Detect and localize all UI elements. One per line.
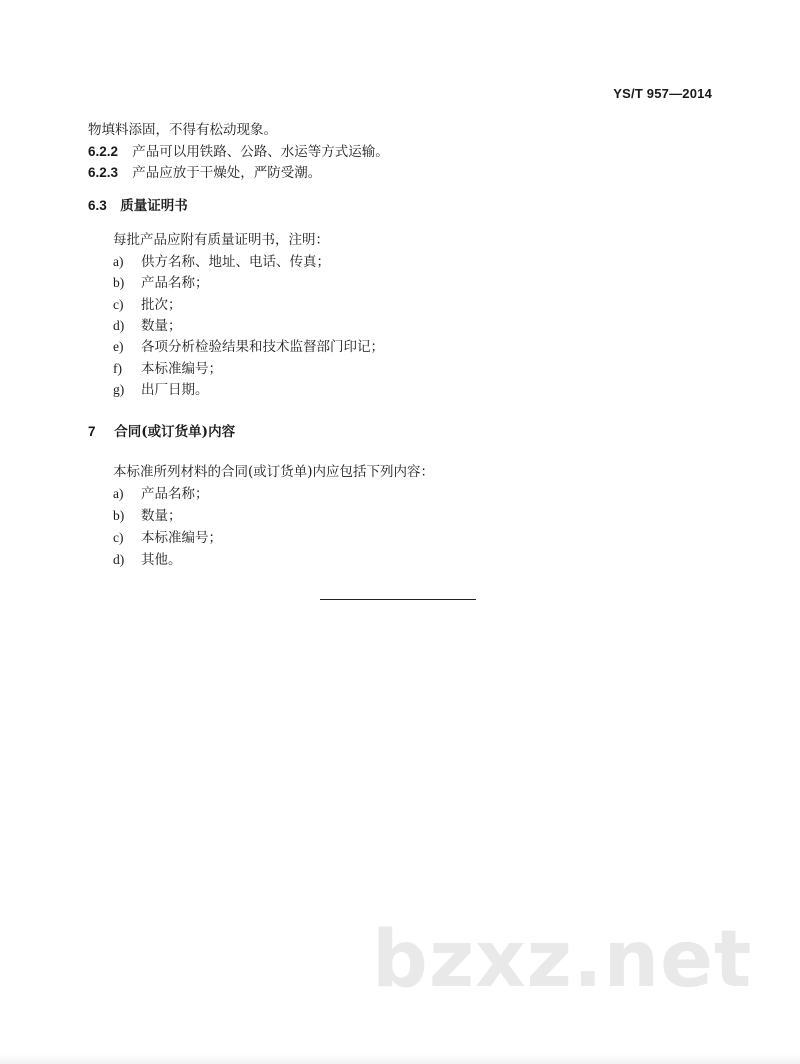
section-heading-6-3 xyxy=(88,197,188,215)
list-item-text: 数量； xyxy=(141,317,182,334)
list-item-text: 数量； xyxy=(141,508,182,524)
list-item-mark: b) xyxy=(113,275,125,291)
list-item xyxy=(113,338,384,356)
clause-6-2-3 xyxy=(88,164,321,182)
list-item xyxy=(113,507,182,525)
section-number: 6.3 xyxy=(88,198,107,213)
list-item-mark: c) xyxy=(113,530,124,545)
list-item-mark: a) xyxy=(113,486,124,501)
clause-number: 6.2.3 xyxy=(88,165,119,180)
clause-text: 产品可以用铁路、公路、水运等方式运输。 xyxy=(132,144,389,160)
watermark: bzxz.net xyxy=(372,915,753,1005)
list-item-text: 各项分析检验结果和技术监督部门印记； xyxy=(141,339,384,356)
list-item xyxy=(113,381,209,399)
list-item-text: 批次； xyxy=(141,296,182,313)
list-item-mark: b) xyxy=(113,508,125,523)
page-bottom-edge xyxy=(0,1054,800,1064)
list-item-text: 本标准编号； xyxy=(141,530,222,546)
list-item-mark: e) xyxy=(113,339,124,355)
list-item xyxy=(113,274,209,292)
list-item-text: 产品名称； xyxy=(141,486,209,502)
clause-text: 产品应放于干燥处，严防受潮。 xyxy=(132,165,322,181)
end-rule xyxy=(320,599,476,600)
list-item xyxy=(113,253,330,271)
list-item-text: 出厂日期。 xyxy=(141,381,209,398)
list-item xyxy=(113,360,222,378)
section-7-intro: 本标准所列材料的合同(或订货单)内应包括下列内容： xyxy=(113,464,435,480)
list-item-mark: c) xyxy=(113,296,124,312)
list-item xyxy=(113,296,182,314)
list-item-text: 供方名称、地址、电话、传真； xyxy=(141,254,330,270)
list-item xyxy=(113,485,209,503)
list-item-mark: f) xyxy=(113,360,122,376)
paragraph-continuation: 物填料添固，不得有松动现象。 xyxy=(88,122,277,138)
section-number: 7 xyxy=(88,424,96,439)
section-6-3-intro: 每批产品应附有质量证明书，注明： xyxy=(113,232,329,248)
clause-number: 6.2.2 xyxy=(88,144,119,159)
list-item-text: 其他。 xyxy=(141,552,182,568)
list-item-mark: d) xyxy=(113,552,125,567)
clause-6-2-2 xyxy=(88,143,389,161)
list-item-mark: g) xyxy=(113,381,125,397)
list-item-mark: a) xyxy=(113,254,124,269)
list-item xyxy=(113,551,182,569)
list-item-text: 本标准编号； xyxy=(141,360,222,377)
standard-code: YS/T 957—2014 xyxy=(613,86,712,101)
section-heading-7 xyxy=(88,423,235,441)
list-item xyxy=(113,529,222,547)
list-item xyxy=(113,317,182,335)
section-title: 合同(或订货单)内容 xyxy=(114,424,236,440)
list-item-mark: d) xyxy=(113,317,125,333)
list-item-text: 产品名称； xyxy=(141,275,209,292)
section-title: 质量证明书 xyxy=(120,198,188,214)
